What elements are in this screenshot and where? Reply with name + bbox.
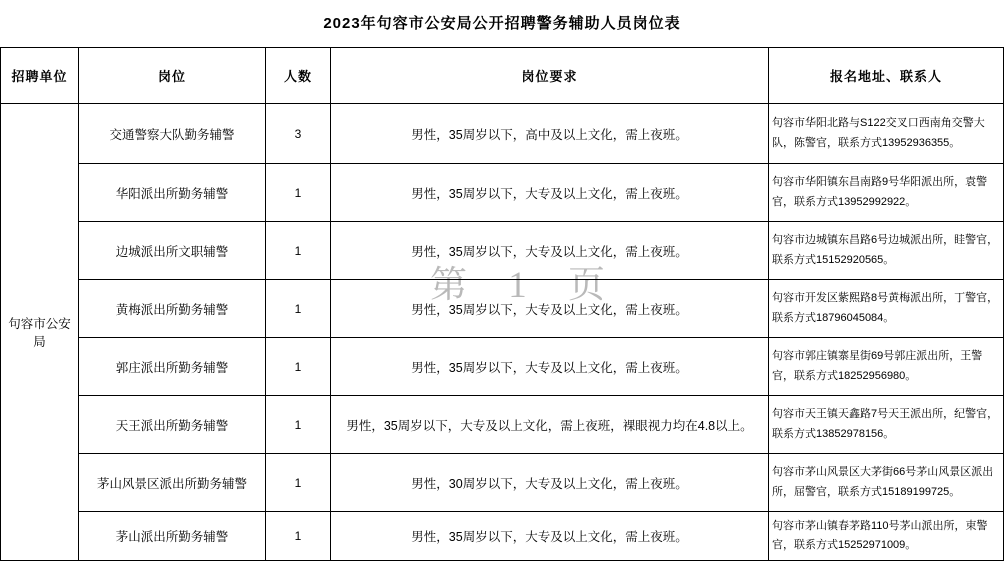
table-row	[1, 396, 1004, 454]
position-cell: 交通警察大队勤务辅警	[79, 104, 266, 164]
requirements-cell: 男性，35周岁以下，大专及以上文化，需上夜班。	[331, 512, 769, 561]
count-cell: 1	[266, 280, 331, 338]
count-cell: 3	[266, 104, 331, 164]
table-row	[1, 338, 1004, 396]
table-row	[1, 454, 1004, 512]
table-row	[1, 164, 1004, 222]
contact-cell: 句容市边城镇东昌路6号边城派出所，眭警官，联系方式15152920565。	[769, 222, 1004, 280]
position-cell: 茅山派出所勤务辅警	[79, 512, 266, 561]
table-row	[1, 512, 1004, 561]
position-cell: 华阳派出所勤务辅警	[79, 164, 266, 222]
count-cell: 1	[266, 222, 331, 280]
contact-cell: 句容市开发区紫熙路8号黄梅派出所，丁警官，联系方式18796045084。	[769, 280, 1004, 338]
position-cell: 天王派出所勤务辅警	[79, 396, 266, 454]
requirements-cell: 男性，35周岁以下，大专及以上文化，需上夜班。	[331, 222, 769, 280]
table-row	[1, 104, 1004, 164]
header-contact: 报名地址、联系人	[769, 48, 1004, 104]
contact-cell: 句容市郭庄镇寨星街69号郭庄派出所，王警官，联系方式18252956980。	[769, 338, 1004, 396]
requirements-cell: 男性，35周岁以下，大专及以上文化，需上夜班。	[331, 280, 769, 338]
header-count: 人数	[266, 48, 331, 104]
requirements-cell: 男性，35周岁以下，大专及以上文化，需上夜班，裸眼视力均在4.8以上。	[331, 396, 769, 454]
header-position: 岗位	[79, 48, 266, 104]
unit-cell: 句容市公安局	[1, 104, 79, 561]
requirements-cell: 男性，35周岁以下，高中及以上文化，需上夜班。	[331, 104, 769, 164]
header-row	[1, 48, 1004, 104]
contact-cell: 句容市茅山镇春茅路110号茅山派出所，束警官，联系方式15252971009。	[769, 512, 1004, 561]
contact-cell: 句容市华阳北路与S122交叉口西南角交警大队，陈警官，联系方式13952936355。	[769, 104, 1004, 164]
count-cell: 1	[266, 454, 331, 512]
header-unit: 招聘单位	[1, 48, 79, 104]
positions-table-wrapper	[0, 47, 1004, 561]
position-cell: 郭庄派出所勤务辅警	[79, 338, 266, 396]
count-cell: 1	[266, 512, 331, 561]
contact-cell: 句容市华阳镇东昌南路9号华阳派出所，袁警官，联系方式13952992922。	[769, 164, 1004, 222]
requirements-cell: 男性，35周岁以下，大专及以上文化，需上夜班。	[331, 338, 769, 396]
requirements-cell: 男性，35周岁以下，大专及以上文化，需上夜班。	[331, 164, 769, 222]
table-row	[1, 280, 1004, 338]
count-cell: 1	[266, 396, 331, 454]
positions-table	[0, 47, 1004, 561]
header-requirements: 岗位要求	[331, 48, 769, 104]
document-title: 2023年句容市公安局公开招聘警务辅助人员岗位表	[323, 15, 681, 32]
contact-cell: 句容市天王镇天鑫路7号天王派出所，纪警官，联系方式13852978156。	[769, 396, 1004, 454]
count-cell: 1	[266, 338, 331, 396]
position-cell: 黄梅派出所勤务辅警	[79, 280, 266, 338]
position-cell: 茅山风景区派出所勤务辅警	[79, 454, 266, 512]
contact-cell: 句容市茅山风景区大茅街66号茅山风景区派出所，屈警官，联系方式15189199725。	[769, 454, 1004, 512]
page-number-watermark: 第 1 页	[430, 265, 621, 306]
table-row	[1, 222, 1004, 280]
position-cell: 边城派出所文职辅警	[79, 222, 266, 280]
count-cell: 1	[266, 164, 331, 222]
requirements-cell: 男性，30周岁以下，大专及以上文化，需上夜班。	[331, 454, 769, 512]
